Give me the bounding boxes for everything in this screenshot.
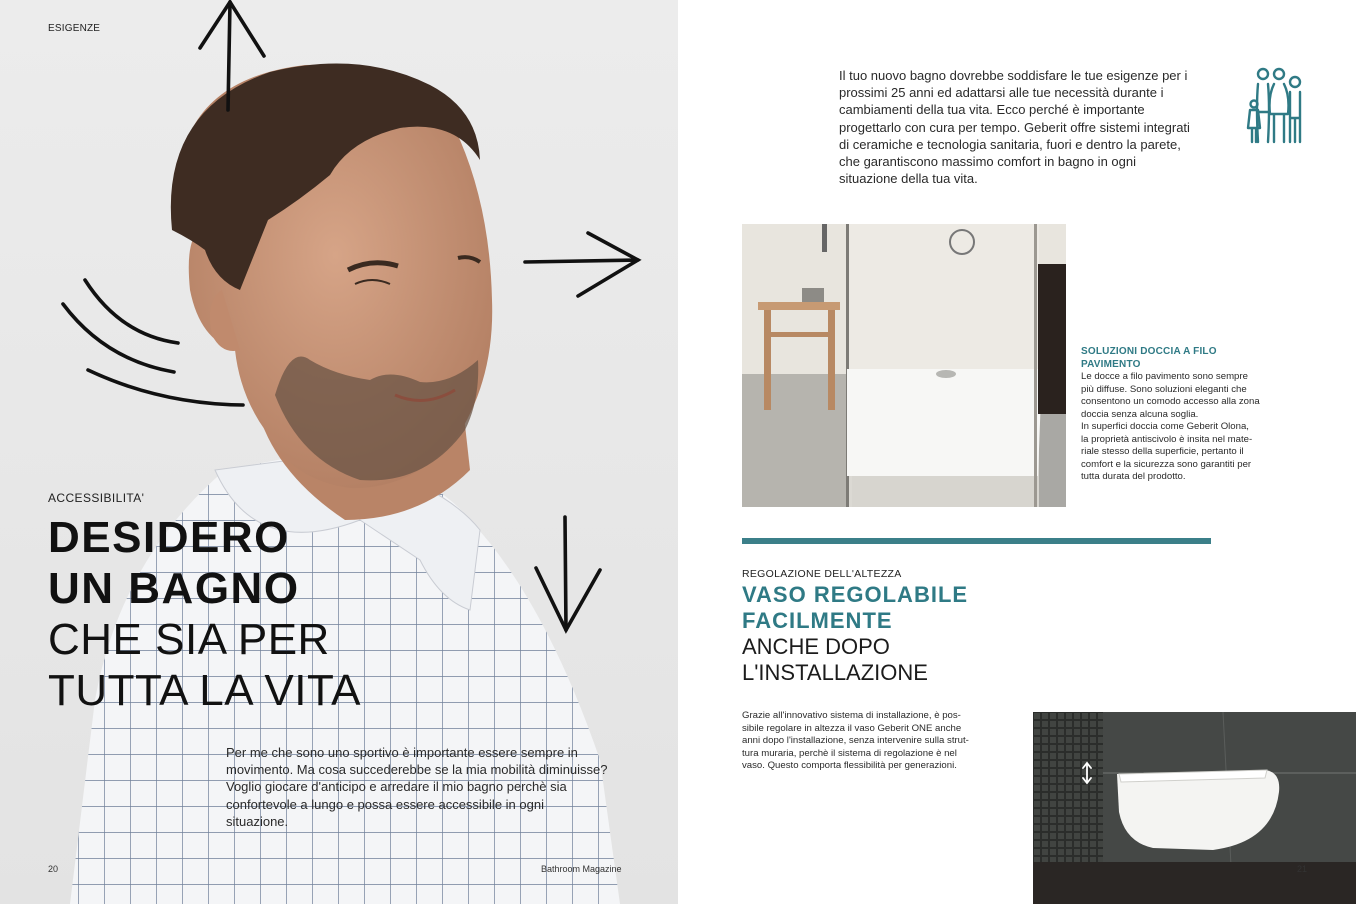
text-line: la proprietà antiscivolo è insita nel mate- xyxy=(1081,433,1253,445)
main-headline xyxy=(48,512,361,716)
text-line: più diffuse. Sono soluzioni eleganti che xyxy=(1081,383,1247,395)
magazine-name: Bathroom Magazine xyxy=(541,864,622,874)
headline-line: UN BAGNO xyxy=(48,564,300,613)
shower-caption xyxy=(1081,346,1263,484)
section-headline xyxy=(742,582,968,686)
text-line: In superfici doccia come Geberit Olona, xyxy=(1081,421,1249,432)
headline-line: VASO REGOLABILE xyxy=(742,582,969,607)
right-page xyxy=(678,0,1356,904)
text-line: Le docce a filo pavimento sono sempre xyxy=(1081,371,1248,382)
family-icon xyxy=(1244,66,1310,146)
text-line: sibile regolare in altezza il vaso Geberit ONE anche xyxy=(742,722,962,734)
text-line: che garantiscono massimo comfort in bagno in ogni xyxy=(839,154,1136,170)
caption-title-line: PAVIMENTO xyxy=(1081,358,1141,370)
headline-line: ANCHE DOPO xyxy=(742,634,890,659)
caption-title-line: SOLUZIONI DOCCIA A FILO xyxy=(1081,346,1217,357)
page-number: 20 xyxy=(48,864,59,874)
text-line: Grazie all'innovativo sistema di installazione, è pos- xyxy=(742,710,961,721)
text-line: tutta durata del prodotto. xyxy=(1081,471,1186,482)
shower-photo xyxy=(742,224,1066,507)
text-line: situazione della tua vita. xyxy=(839,171,978,187)
text-line: Il tuo nuovo bagno dovrebbe soddisfare le tue esigenze per i xyxy=(839,68,1188,83)
body-paragraph xyxy=(742,710,972,773)
headline-line: FACILMENTE xyxy=(742,608,893,633)
text-line: doccia senza alcuna soglia. xyxy=(1081,408,1199,420)
intro-paragraph xyxy=(226,744,621,830)
text-line: progettarlo con cura per tempo. Geberit offre sistemi integrati xyxy=(839,119,1190,135)
toilet-photo xyxy=(1033,712,1356,904)
page-number: 21 xyxy=(1297,864,1308,874)
text-line: riale stesso della superficie, pertanto il xyxy=(1081,446,1244,457)
text-line: anni dopo l'installazione, senza intervenire sulla strut- xyxy=(742,735,969,747)
headline-line: TUTTA LA VITA xyxy=(48,666,361,715)
text-line: prossimi 25 anni ed adattarsi alle tue necessità durante i xyxy=(839,85,1164,101)
text-line: comfort e la sicurezza sono garantiti per xyxy=(1081,458,1252,470)
text-line: cambiamenti della tua vita. Ecco perché è importante xyxy=(839,102,1145,118)
headline-line: L'INSTALLAZIONE xyxy=(742,660,928,685)
kicker: ACCESSIBILITA' xyxy=(48,491,145,505)
text-line: Per me che sono uno sportivo è importante essere sempre in xyxy=(226,745,578,760)
text-line: situazione. xyxy=(226,813,289,829)
text-line: movimento. Ma cosa succederebbe se la mia mobilità diminuisse? xyxy=(226,762,608,778)
section-divider xyxy=(742,538,1211,544)
text-line: Voglio giocare d'anticipo e arredare il mio bagno perchè sia xyxy=(226,779,567,795)
kicker: REGOLAZIONE DELL'ALTEZZA xyxy=(742,568,902,580)
headline-line: CHE SIA PER xyxy=(48,615,330,664)
intro-paragraph xyxy=(839,67,1204,187)
text-line: di ceramiche e tecnologia sanitaria, fuori e dentro la parete, xyxy=(839,136,1181,152)
text-line: confortevole a lungo e possa essere accessibile in ogni xyxy=(226,796,544,812)
section-tag: ESIGENZE xyxy=(48,23,101,34)
text-line: consentono un comodo accesso alla zona xyxy=(1081,396,1260,407)
headline-line: DESIDERO xyxy=(48,513,290,562)
text-line: tura muraria, perchè il sistema di regolazione è nel xyxy=(742,747,957,759)
text-line: vaso. Questo comporta flessibilità per generazioni. xyxy=(742,760,957,772)
